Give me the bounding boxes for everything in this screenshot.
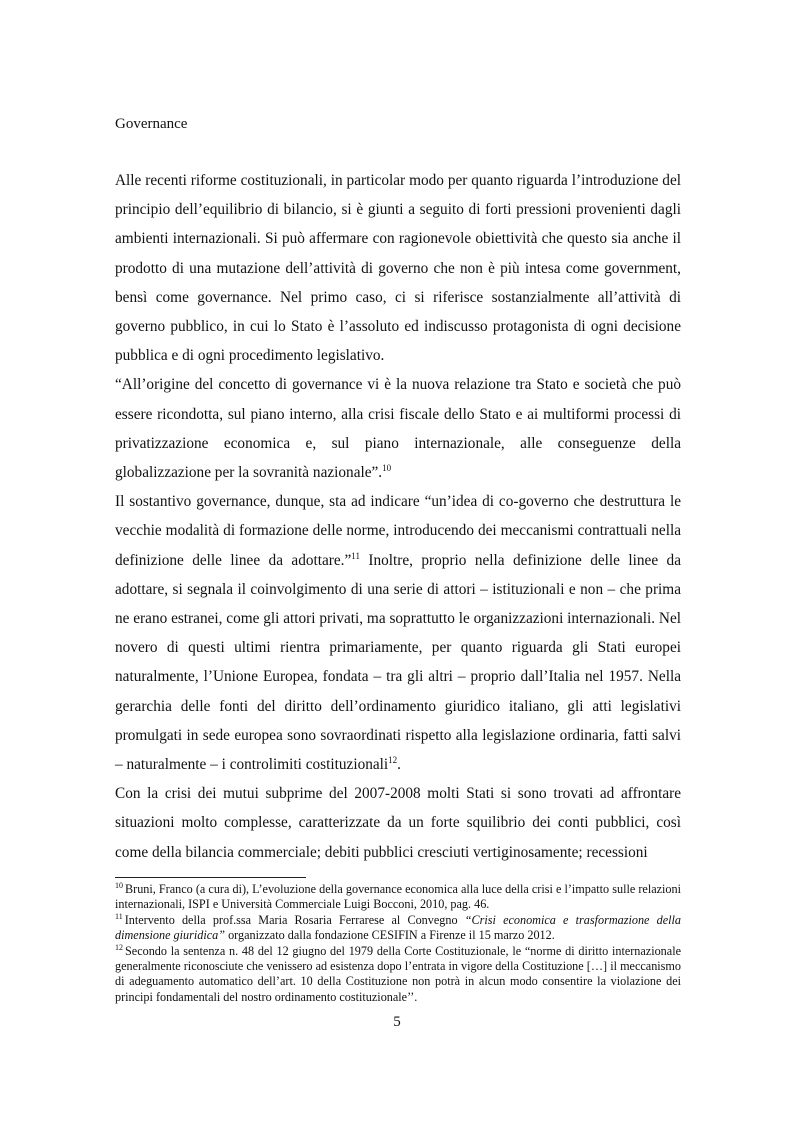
paragraph-4: Con la crisi dei mutui subprime del 2007-2008 molti Stati si sono trovati ad affrontare situazioni molto complesse, caratterizzate da un forte squilibrio dei conti pubblici, così come della bilancia commerciale; debiti pubblici cresciuti vertiginosamente; recessioni bbox=[115, 785, 681, 861]
page-number: 5 bbox=[393, 1014, 401, 1030]
paragraph-2 bbox=[115, 370, 681, 487]
paragraph-3 bbox=[115, 487, 681, 779]
footnote-ref-10[interactable]: 10 bbox=[382, 463, 392, 474]
footnote-number: 10 bbox=[115, 881, 123, 890]
footnotes bbox=[115, 882, 681, 1005]
paragraph-3-end: . bbox=[397, 756, 401, 774]
footnote-12 bbox=[115, 944, 681, 1006]
footnote-11 bbox=[115, 913, 681, 944]
footnote-separator bbox=[115, 877, 306, 878]
footnote-10 bbox=[115, 882, 681, 913]
quote-text: “All’origine del concetto di governance vi è la nuova relazione tra Stato e società che può essere ricondotta, sul piano interno, alla crisi fiscale dello Stato e ai multiformi processi di privatizzazione economica e, sul piano internazionale, alle conseguenze della globalizzazione per la sovranità nazionale”. bbox=[115, 376, 681, 482]
paragraph-3-part-a: Il sostantivo governance, dunque, sta ad indicare “un’idea di co-governo che destruttura le vecchie modalità di formazione delle norme, introducendo dei meccanismi contrattuali nella definizione delle linee da adottare.” bbox=[115, 493, 681, 569]
footnote-text: organizzato dalla fondazione CESIFIN a Firenze il 15 marzo 2012. bbox=[225, 928, 555, 943]
body-text bbox=[115, 166, 681, 867]
footnote-ref-12[interactable]: 12 bbox=[388, 755, 398, 766]
footnote-text: Secondo la sentenza n. 48 del 12 giugno del 1979 della Corte Costituzionale, le “norme di diritto internazionale generalmente riconosciute che venissero ad esistenza dopo l’entrata in vigore della Costituzione […] il meccanismo di adeguamento automatico dell’art. 10 della Costituzione non potrà in alcun modo consentire la violazione dei principi fondamentali del nostro ordinamento costituzionale’’. bbox=[115, 943, 681, 1004]
footnote-number: 11 bbox=[115, 911, 123, 921]
footnote-number: 12 bbox=[115, 942, 123, 952]
footnote-text: Bruni, Franco (a cura di), L’evoluzione della governance economica alla luce della crisi e l’impatto sulle relazioni internazionali, ISPI e Università Commerciale Luigi Bocconi, 2010, pag. 46. bbox=[115, 882, 681, 912]
footnote-ref-11[interactable]: 11 bbox=[351, 550, 360, 561]
paragraph-1: Alle recenti riforme costituzionali, in particolar modo per quanto riguarda l’introduzione del principio dell’equilibrio di bilancio, si è giunti a seguito di forti pressioni provenienti dagli ambienti internazionali. Si può affermare con ragionevole obiettività che questo sia anche il prodotto di una mutazione dell’attività di governo che non è più intesa come government, bensì come governance. Nel primo caso, ci si riferisce sostanzialmente all’attività di governo pubblico, in cui lo Stato è l’assoluto ed indiscusso protagonista di ogni decisione pubblica e di ogni procedimento legislativo. bbox=[115, 172, 681, 365]
footnote-italic-title: “Crisi economica e trasformazione della dimensione giuridica” bbox=[115, 912, 682, 943]
footnote-text: Intervento della prof.ssa Maria Rosaria Ferrarese al Convegno bbox=[124, 912, 465, 927]
section-heading: Governance bbox=[115, 116, 188, 132]
paragraph-3-part-b: Inoltre, proprio nella definizione delle linee da adottare, si segnala il coinvolgimento di una serie di attori – istituzionali e non – che prima ne erano estranei, come gli attori privati, ma soprattutto le organizzazioni internazionali. Nel novero di questi ultimi rientra primariamente, per quanto riguarda gli Stati europei naturalmente, l’Unione Europea, fondata – tra gli altri – proprio dall’Italia nel 1957. Nella gerarchia delle fonti del diritto dell’ordinamento giuridico italiano, gli atti legislativi promulgati in sede europea sono sovraordinati rispetto alla legislazione ordinaria, fatti salvi – naturalmente – i controlimiti costituzionali bbox=[115, 551, 681, 774]
